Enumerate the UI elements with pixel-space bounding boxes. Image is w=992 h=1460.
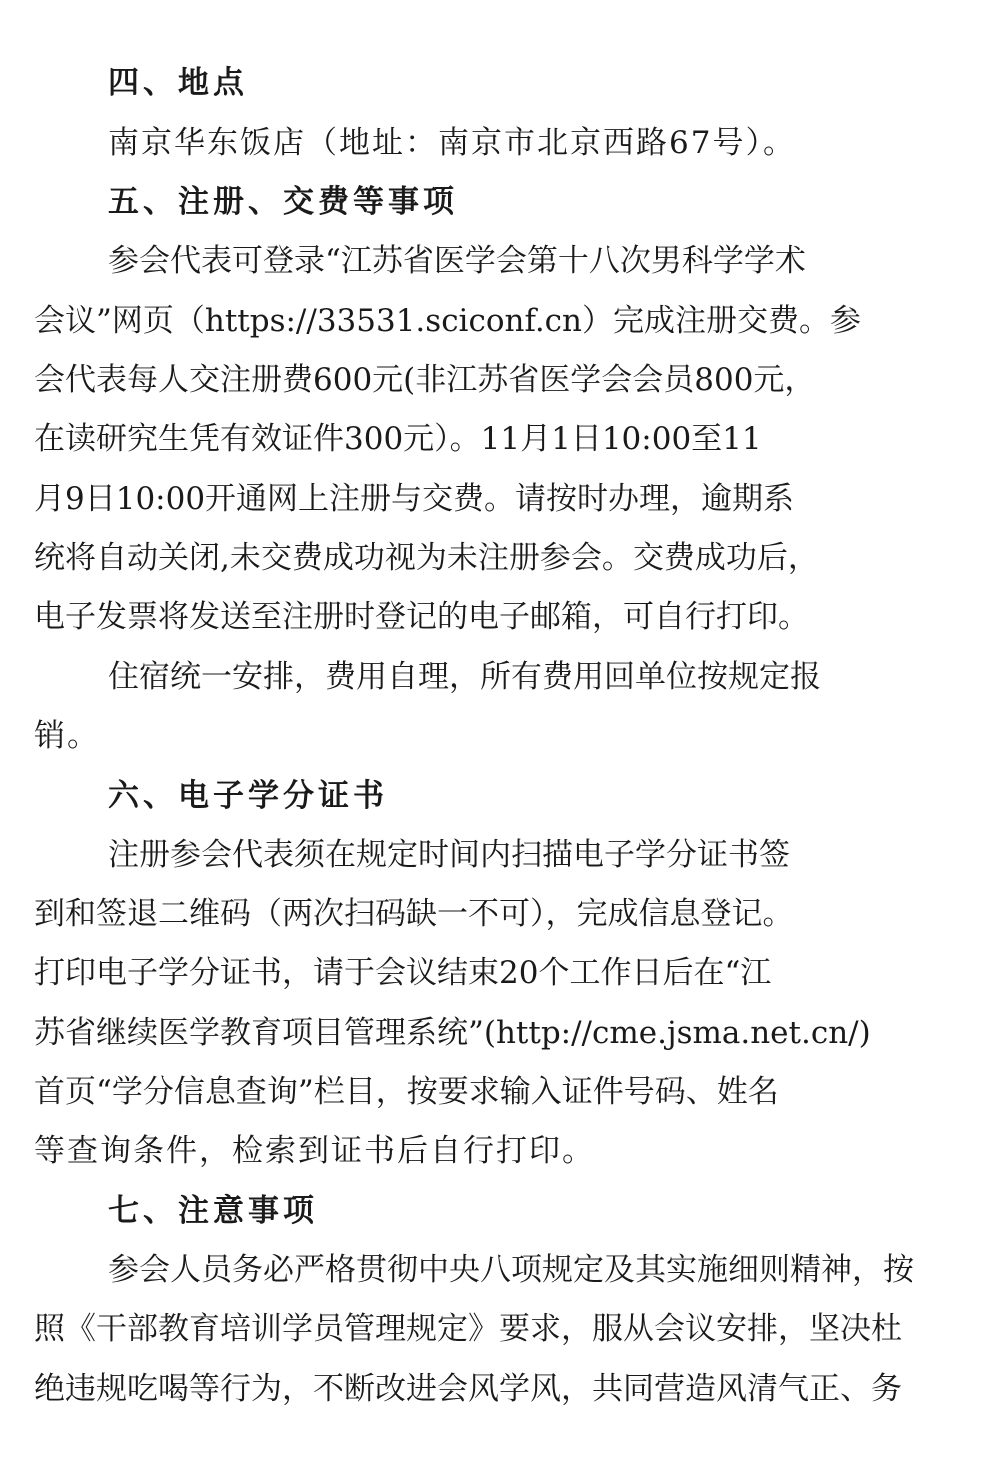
paragraph-line: 会代表每人交注册费600元(非江苏省医学会会员800元， xyxy=(34,362,816,398)
paragraph-line: 首页“学分信息查询”栏目，按要求输入证件号码、姓名 xyxy=(34,1074,779,1110)
paragraph-line: 苏省继续医学教育项目管理系统”(http://cme.jsma.net.cn/) xyxy=(34,1015,871,1051)
paragraph-line: 参会代表可登录“江苏省医学会第十八次男科学学术 xyxy=(108,243,806,279)
section-heading-location: 四、地点 xyxy=(108,65,248,101)
paragraph-line: 打印电子学分证书，请于会议结束20个工作日后在“江 xyxy=(34,955,772,991)
paragraph-line: 绝违规吃喝等行为，不断改进会风学风，共同营造风清气正、务 xyxy=(34,1371,902,1407)
paragraph-line: 南京华东饭店（地址：南京市北京西路67号）。 xyxy=(108,125,796,161)
paragraph-line: 注册参会代表须在规定时间内扫描电子学分证书签 xyxy=(108,837,790,873)
paragraph-line: 参会人员务必严格贯彻中央八项规定及其实施细则精神，按 xyxy=(108,1252,914,1288)
paragraph-line: 等查询条件，检索到证书后自行打印。 xyxy=(34,1133,595,1169)
section-heading-registration: 五、注册、交费等事项 xyxy=(108,184,458,220)
paragraph-line: 会议”网页（https://33531.sciconf.cn）完成注册交费。参 xyxy=(34,303,862,339)
paragraph-line: 到和签退二维码（两次扫码缺一不可），完成信息登记。 xyxy=(34,896,794,932)
paragraph-line: 销。 xyxy=(34,718,100,754)
paragraph-line: 照《干部教育培训学员管理规定》要求，服从会议安排，坚决杜 xyxy=(34,1311,902,1347)
paragraph-line: 住宿统一安排，费用自理，所有费用回单位按规定报 xyxy=(108,659,821,695)
section-heading-certificate: 六、电子学分证书 xyxy=(108,778,388,814)
paragraph-line: 月9日10:00开通网上注册与交费。请按时办理，逾期系 xyxy=(34,481,795,517)
paragraph-line: 在读研究生凭有效证件300元）。11月1日10:00至11 xyxy=(34,421,762,457)
paragraph-line: 电子发票将发送至注册时登记的电子邮箱，可自行打印。 xyxy=(34,599,809,635)
paragraph-line: 统将自动关闭,未交费成功视为未注册参会。交费成功后， xyxy=(34,540,819,576)
section-heading-notes: 七、注意事项 xyxy=(108,1193,318,1229)
